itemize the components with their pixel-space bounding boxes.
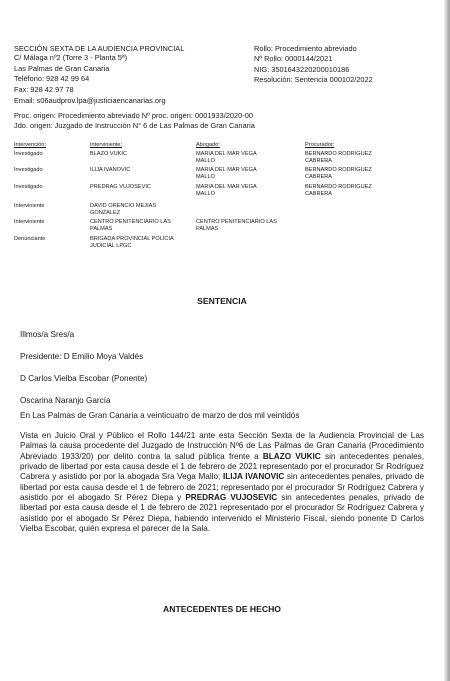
table-cell: BLAZO VUKIC	[90, 151, 127, 157]
court-address: C/ Málaga nº2 (Torre 3 - Planta 5ª)	[14, 53, 128, 62]
paragraph-text: sin antecedentes penales, privado de libertad por esta causa desde el 1 de febrero de 2021 representado por el procurador Sr Rodríguez Cabrera y asistido por el abogado Sr Pérez Diepa, habiendo intervenido el Ministerio Fiscal, siendo ponente D Carlos Vielba Escobar, quién expresa el parecer de la Sala.	[20, 493, 424, 534]
place-date: En Las Palmas de Gran Canaria a veinticuatro de marzo de dos mil veintidós	[20, 411, 300, 420]
table-cell: DAVID ORENCIO MEJIAS GONZALEZ	[90, 203, 157, 216]
defendant-name: PREDRAG VUJOSEVIC	[185, 493, 278, 503]
resolution-number: Resolución: Sentencia 000102/2022	[254, 75, 373, 84]
col-header-abogado: Abogado:	[196, 142, 220, 148]
page-edge-shadow	[444, 0, 450, 681]
table-cell: Interviniente	[14, 203, 45, 209]
col-header-interviniente: Interviniente:	[90, 142, 123, 148]
table-cell: MARIA DEL MAR VEGA MALLO	[196, 167, 257, 180]
col-header-procurador: Procurador:	[305, 142, 335, 148]
court-city: Las Palmas de Gran Canaria	[14, 64, 110, 73]
court-email: Email: s06audprov.lpa@justiciaencanarias.org	[14, 96, 166, 105]
table-cell: Investigado	[14, 167, 43, 173]
table-cell: BERNARDO RODRIGUEZ CABRERA	[305, 184, 372, 197]
table-cell: BRIGADA PROVINCIAL POLICIA JUDICIAL LPGC	[90, 236, 174, 249]
rollo-type: Rollo: Procedimiento abreviado	[254, 44, 357, 53]
court-phone: Teléfono: 928 42 99 64	[14, 74, 90, 83]
table-cell: Denunciante	[14, 236, 46, 242]
section-heading: ANTECEDENTES DE HECHO	[163, 604, 281, 614]
table-cell: MARIA DEL MAR VEGA MALLO	[196, 151, 257, 164]
defendant-name: BLAZO VUKIC	[262, 451, 321, 461]
table-cell: BERNARDO RODRIGUEZ CABRERA	[305, 151, 372, 164]
proc-origin: Proc. origen: Procedimiento abreviado Nº proc. origen: 0001933/2020-00	[14, 111, 253, 120]
judge-ponente: D Carlos Vielba Escobar (Ponente)	[20, 374, 148, 383]
presiding-judge: Presidente: D Emilio Moya Valdés	[20, 352, 144, 361]
defendant-name: ILIJA IVANOVIC	[222, 472, 285, 482]
judge-third: Oscarina Naranjo García	[20, 396, 111, 405]
paragraph-text: sin antecedentes penales, privado de libertad por esta causa desde el 1 de febrero de 2021; representado por el procurador Sr Rodríguez Cabrera y asistido por el abogado Sr Pérez Diepa y	[20, 472, 424, 503]
paragraph-text: Vista en Juicio Oral y Público el Rollo 144/21 ante esta Sección Sexta de la Audiencia Provincial de Las Palmas la causa procedente del Juzgado de Instrucción Nº6 de Las Palmas de Gran Canaria (Procedimiento Abreviado 1933/20) por delito contra la salud pública frente a	[20, 431, 424, 461]
table-cell: ILIJA IVANOVIC	[90, 167, 131, 173]
table-cell: Interviniente	[14, 219, 45, 225]
table-cell: CENTRO PENITENCIARIO LAS PALMAS	[90, 219, 171, 232]
col-header-intervencion: Intervención:	[14, 142, 47, 148]
rollo-number: Nº Rollo: 0000144/2021	[254, 54, 333, 63]
document-title: SENTENCIA	[197, 296, 247, 306]
table-cell: Investigado	[14, 184, 43, 190]
paragraph-text: sin antecedentes penales, privado de libertad por esta causa desde el 1 de febrero de 2021 representado por el procurador Sr Rodríguez Cabrera y asistido por por la abogada Sra Vega Mallo;	[20, 451, 424, 482]
table-cell: MARIA DEL MAR VEGA MALLO	[196, 184, 257, 197]
court-origin: Jdo. origen: Juzgado de Instrucción N° 6 de Las Palmas de Gran Canaria	[14, 121, 255, 130]
judgment-paragraph	[20, 431, 424, 534]
judges-label: Illmos/a Sres/a	[20, 330, 75, 339]
table-cell: BERNARDO RODRIGUEZ CABRERA	[305, 167, 372, 180]
table-cell: PREDRAG VUJOSEVIC	[90, 184, 151, 190]
court-fax: Fax: 928 42 97 78	[14, 85, 74, 94]
nig-number: NIG: 3501643220200010186	[254, 65, 350, 74]
table-cell: Investigado	[14, 151, 43, 157]
table-cell: CENTRO PENITENCIARIO LAS PALMAS	[196, 219, 277, 232]
court-name: SECCIÓN SEXTA DE LA AUDIENCIA PROVINCIAL	[14, 44, 185, 53]
